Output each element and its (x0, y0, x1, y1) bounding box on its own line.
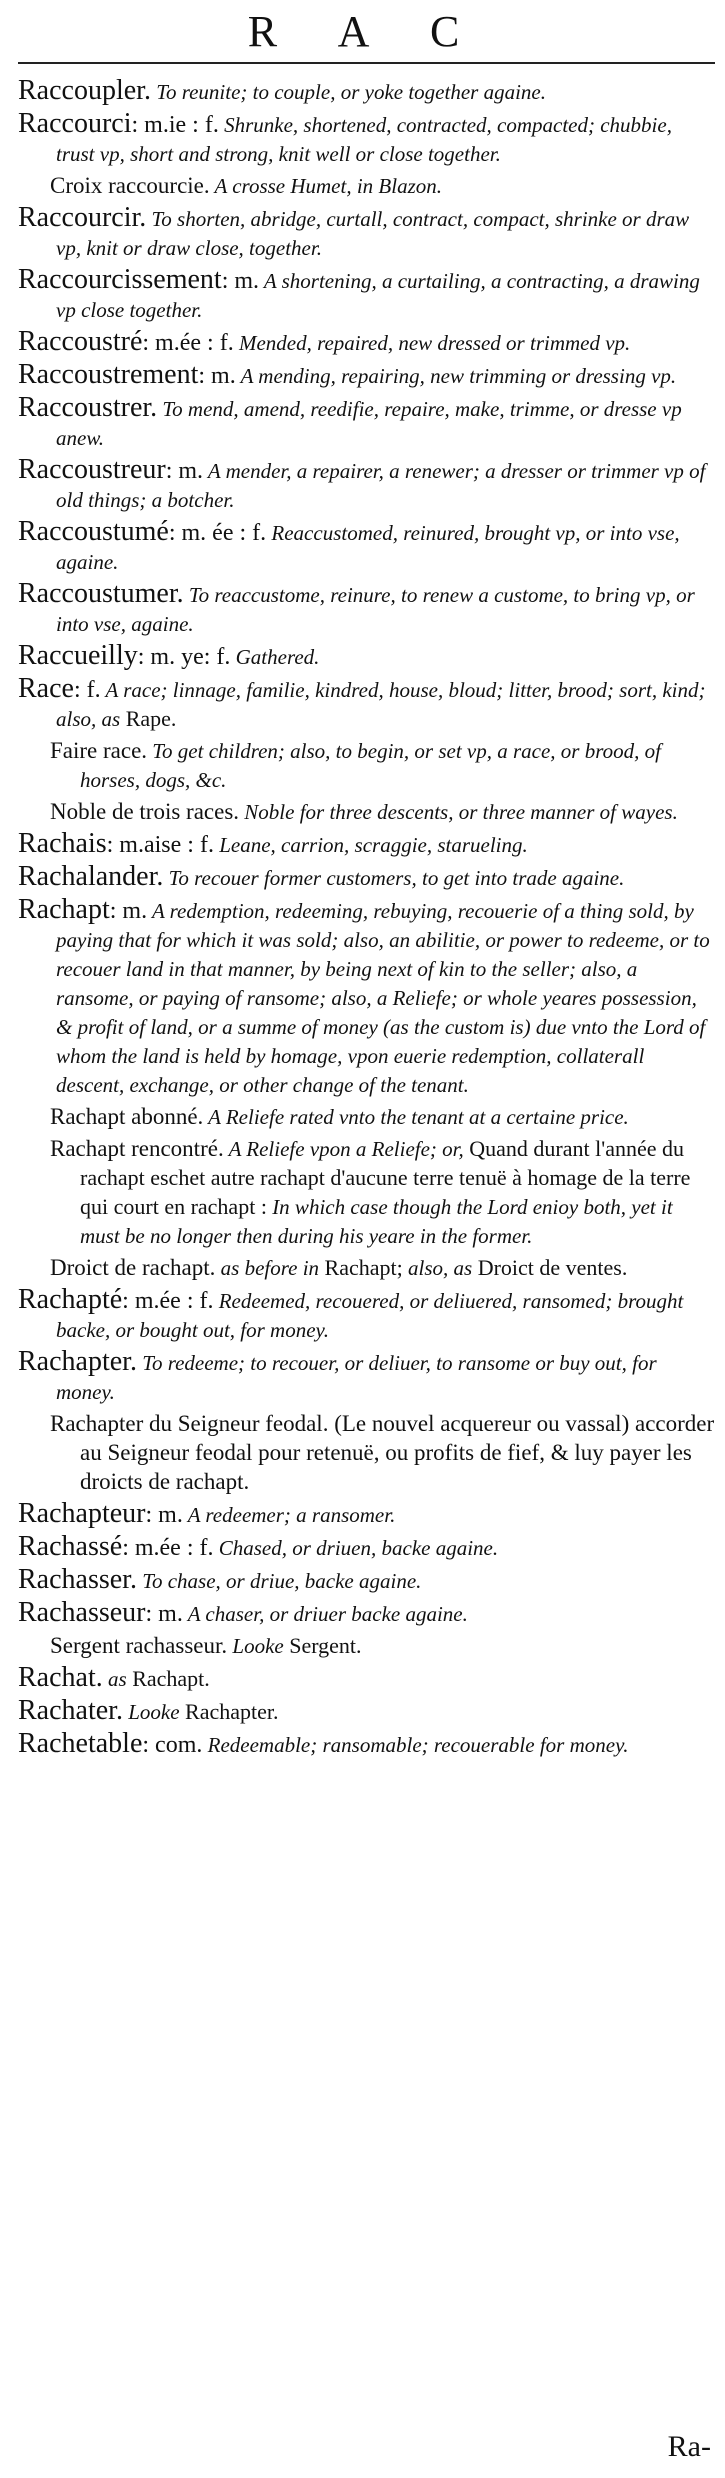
french-phrase: Rachapt rencontré. (50, 1136, 224, 1161)
dictionary-entry (18, 828, 715, 861)
grammar-note: : m.aise : f. (106, 832, 214, 858)
roman-reference: Rachapter. (179, 1699, 279, 1724)
entry-list (18, 75, 715, 1761)
definition: A crosse Humet, in Blazon. (209, 174, 443, 198)
headword: Rachapteur (18, 1498, 146, 1529)
dictionary-entry (18, 454, 715, 516)
definition: To reunite; to couple, or yoke together againe. (150, 80, 546, 104)
roman-reference: Quand durant l'année du rachapt eschet autre rachapt d'aucune terre tenuë à homage de la terre qui court en rachapt : (80, 1136, 691, 1219)
headword: Raccoustré (18, 326, 143, 357)
headword: Raccoustumé (18, 516, 169, 547)
definition: A chaser, or driuer backe againe. (182, 1602, 468, 1626)
headword: Rachapté (18, 1284, 123, 1315)
grammar-note: : m.ie : f. (131, 112, 219, 138)
headword: Rachasser. (18, 1564, 137, 1595)
definition: To redeeme; to recouer, or deliuer, to ransome or buy out, for money. (56, 1351, 657, 1404)
sub-entry (18, 738, 715, 796)
dictionary-entry (18, 108, 715, 170)
french-phrase: Croix raccourcie. (50, 173, 210, 198)
definition: A Reliefe rated vnto the tenant at a certaine price. (203, 1105, 629, 1129)
french-phrase: Droict de rachapt. (50, 1255, 216, 1280)
headword: Raccoustrer. (18, 392, 158, 423)
roman-reference: Rachapt. (126, 1666, 210, 1691)
headword: Rachetable (18, 1728, 143, 1759)
headword: Race (18, 673, 74, 704)
dictionary-entry (18, 861, 715, 894)
headword: Raccoupler. (18, 75, 151, 106)
grammar-note: : m.ée : f. (122, 1288, 214, 1314)
sub-entry (18, 1255, 715, 1284)
dictionary-entry (18, 326, 715, 359)
sub-entry (18, 1411, 715, 1498)
definition: A redemption, redeeming, rebuying, recouerie of a thing sold, by paying that for which it was sold; also, an abilitie, or power to redeeme, or to recouer land in that manner, by being next of kin to the seller; also, a ransome, or paying of ransome; also, a Reliefe; or whole yeares possession, & profit of land, or a summe of money (as the custom is) due vnto the Lord of whom the land is held by homage, vpon euerie redemption, collaterall descent, exchange, or other change of the tenant. (56, 899, 710, 1097)
dictionary-entry (18, 1346, 715, 1408)
dictionary-entry (18, 1597, 715, 1630)
grammar-note: : m.ée : f. (122, 1535, 214, 1561)
grammar-note: : m. (145, 1502, 183, 1528)
french-phrase: Rachapter du Seigneur feodal. (Le nouvel acquereur ou vassal) accorder au Seigneur feodal pour retenuë, ou profits de fief, & luy payer les droicts de rachapt. (50, 1411, 715, 1494)
running-head: R A C (18, 0, 715, 64)
definition: Redeemed, recouered, or deliuered, ransomed; brought backe, or bought out, for money. (56, 1289, 684, 1342)
headword: Rachassé (18, 1531, 123, 1562)
sub-entry (18, 1104, 715, 1133)
definition: as before in (215, 1256, 320, 1280)
definition: Shrunke, shortened, contracted, compacted; chubbie, trust vp, short and strong, knit well or close together. (56, 113, 672, 166)
definition: Gathered. (230, 645, 320, 669)
dictionary-entry (18, 1662, 715, 1695)
headword: Rachalander. (18, 861, 164, 892)
roman-reference: Rachapt; (319, 1255, 403, 1280)
dictionary-entry (18, 359, 715, 392)
grammar-note: : m. (109, 898, 148, 924)
definition: Noble for three descents, or three manner of wayes. (239, 800, 678, 824)
roman-reference: Sergent. (283, 1633, 362, 1658)
grammar-note: : m. (198, 363, 236, 389)
headword: Raccourci (18, 108, 132, 139)
grammar-note: : com. (142, 1732, 203, 1758)
grammar-note: : f. (73, 677, 101, 703)
dictionary-entry (18, 673, 715, 735)
definition: A Reliefe vpon a Reliefe; or, (223, 1137, 464, 1161)
definition: To recouer former customers, to get into trade againe. (163, 866, 625, 890)
grammar-note: : m. ée : f. (168, 520, 267, 546)
grammar-note: : m. (145, 1601, 183, 1627)
french-phrase: Sergent rachasseur. (50, 1633, 228, 1658)
definition: To get children; also, to begin, or set vp, a race, or brood, of horses, dogs, &c. (80, 739, 661, 792)
definition: Reaccustomed, reinured, brought vp, or into vse, againe. (56, 521, 680, 574)
headword: Raccourcissement (18, 264, 222, 295)
headword: Rachater. (18, 1695, 123, 1726)
definition-continued: In which case though the Lord enioy both, yet it must be no longer then during his yeare in the former. (80, 1195, 673, 1248)
definition: Looke (227, 1634, 284, 1658)
dictionary-entry (18, 1695, 715, 1728)
dictionary-entry (18, 578, 715, 640)
definition: Leane, carrion, scraggie, starueling. (213, 833, 528, 857)
definition: A shortening, a curtailing, a contracting, a drawing vp close together. (56, 269, 700, 322)
headword: Raccueilly (18, 640, 138, 671)
definition: To reaccustome, reinure, to renew a custome, to bring vp, or into vse, againe. (56, 583, 695, 636)
definition: Mended, repaired, new dressed or trimmed vp. (233, 331, 631, 355)
french-phrase: Rachapt abonné. (50, 1104, 204, 1129)
grammar-note: : m. (165, 458, 204, 484)
roman-reference: Rape. (120, 706, 177, 731)
sub-entry (18, 173, 715, 202)
definition: To shorten, abridge, curtall, contract, compact, shrinke or draw vp, knit or draw close, together. (56, 207, 690, 260)
headword: Raccourcir. (18, 202, 147, 233)
dictionary-entry (18, 1284, 715, 1346)
headword: Raccoustreur (18, 454, 166, 485)
sub-entry (18, 1633, 715, 1662)
dictionary-entry (18, 894, 715, 1101)
grammar-note: : m. ye: f. (137, 644, 231, 670)
french-phrase: Noble de trois races. (50, 799, 240, 824)
dictionary-entry (18, 1728, 715, 1761)
headword: Rachapter. (18, 1346, 137, 1377)
definition: Looke (122, 1700, 180, 1724)
dictionary-entry (18, 75, 715, 108)
headword: Rachapt (18, 894, 110, 925)
sub-entry (18, 1136, 715, 1252)
dictionary-entry (18, 1564, 715, 1597)
catchword: Ra- (667, 2430, 711, 2463)
definition: A mending, repairing, new trimming or dressing vp. (235, 364, 677, 388)
headword: Rachais (18, 828, 107, 859)
grammar-note: : m.ée : f. (142, 330, 234, 356)
definition: as (102, 1667, 127, 1691)
definition-continued: also, as (402, 1256, 473, 1280)
dictionary-entry (18, 1531, 715, 1564)
headword: Rachat. (18, 1662, 103, 1693)
grammar-note: : m. (221, 268, 260, 294)
dictionary-entry (18, 264, 715, 326)
dictionary-entry (18, 1498, 715, 1531)
headword: Raccoustrement (18, 359, 199, 390)
definition: A mender, a repairer, a renewer; a dresser or trimmer vp of old things; a botcher. (56, 459, 706, 512)
headword: Rachasseur (18, 1597, 146, 1628)
definition: To mend, amend, reedifie, repaire, make, trimme, or dresse vp anew. (56, 397, 682, 450)
french-phrase: Faire race. (50, 738, 148, 763)
definition: Redeemable; ransomable; recouerable for money. (202, 1733, 629, 1757)
sub-entry (18, 799, 715, 828)
dictionary-entry (18, 202, 715, 264)
dictionary-entry (18, 516, 715, 578)
definition: A redeemer; a ransomer. (182, 1503, 396, 1527)
definition: A race; linnage, familie, kindred, house, bloud; litter, brood; sort, kind; also, as (56, 678, 706, 731)
roman-reference-continued: Droict de ventes. (472, 1255, 628, 1280)
definition: Chased, or driuen, backe againe. (213, 1536, 499, 1560)
definition: To chase, or driue, backe againe. (136, 1569, 422, 1593)
dictionary-entry (18, 640, 715, 673)
dictionary-entry (18, 392, 715, 454)
headword: Raccoustumer. (18, 578, 184, 609)
